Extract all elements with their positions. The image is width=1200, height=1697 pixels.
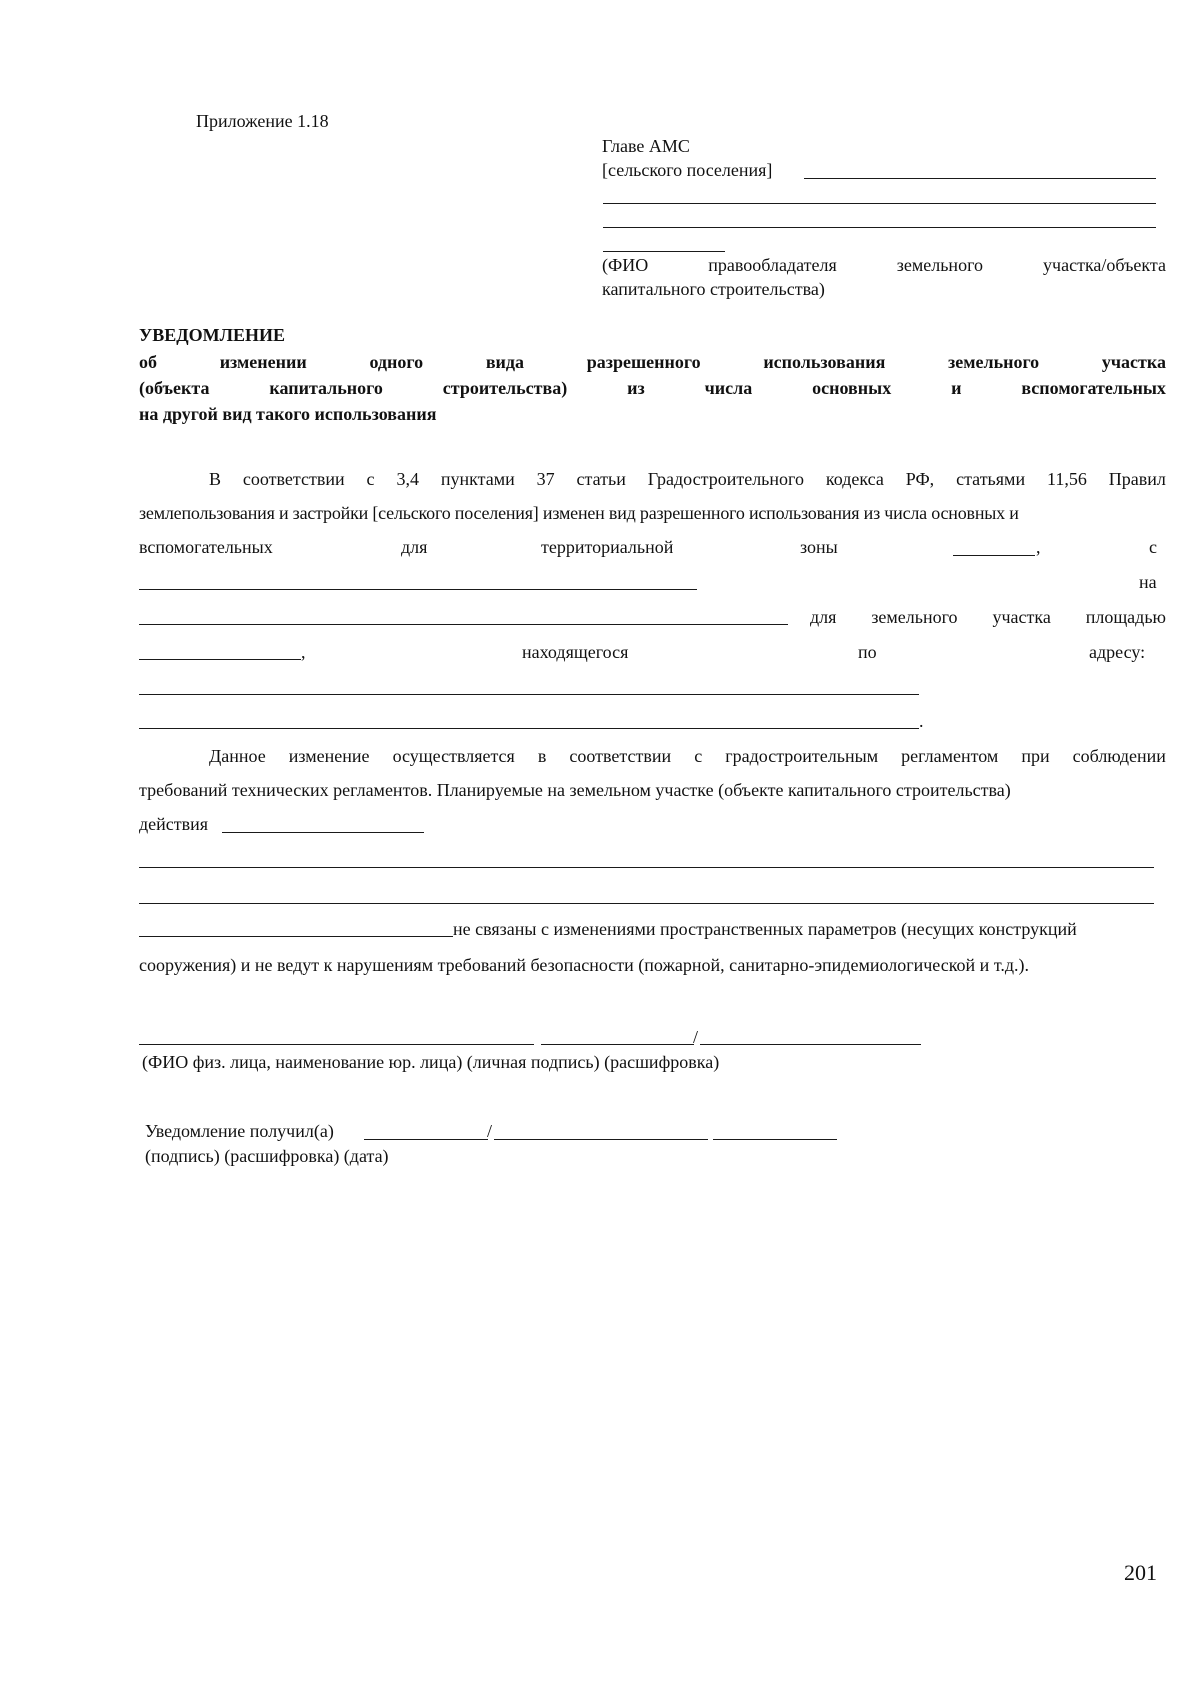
p2-line-1: Данное изменение осуществляется в соответствии с градостроительным регламентом при соблюдении xyxy=(209,746,1166,766)
p1-end-period: . xyxy=(919,711,924,731)
actions-blank-line-2 xyxy=(139,867,1154,868)
p3-line-2: сооружения) и не ведут к нарушениям требований безопасности (пожарной, санитарно-эпидемиологической и т.д.). xyxy=(139,955,1029,975)
receipt-date-blank-line xyxy=(713,1139,837,1140)
signature-caption: (ФИО физ. лица, наименование юр. лица) (личная подпись) (расшифровка) xyxy=(142,1052,720,1072)
appendix-label: Приложение 1.18 xyxy=(196,111,329,131)
notice-subtitle-line-3: на другой вид такого использования xyxy=(139,404,437,424)
p1-line-2: землепользования и застройки [сельского поселения] изменен вид разрешенного использования из числа основных и xyxy=(139,503,1019,523)
transcript-blank-line xyxy=(700,1044,921,1045)
receipt-label: Уведомление получил(а) xyxy=(145,1121,334,1141)
p1-zone-comma: , xyxy=(1036,537,1041,557)
p1-area-comma: , xyxy=(301,642,306,662)
settlement-blank-line xyxy=(804,178,1156,179)
receipt-caption: (подпись) (расшифровка) (дата) xyxy=(145,1146,389,1166)
p3-line-1: не связаны с изменениями пространственных параметров (несущих конструкций xyxy=(453,919,1077,939)
notice-subtitle-line-1: об изменении одного вида разрешенного использования земельного участка xyxy=(139,352,1166,372)
addressee-settlement: [сельского поселения] xyxy=(602,160,773,180)
zone-blank-line xyxy=(953,555,1035,556)
signer-name-blank-line xyxy=(139,1044,534,1045)
receipt-signature-blank-line xyxy=(364,1139,488,1140)
area-blank-line xyxy=(139,659,301,660)
p1-word-to: на xyxy=(1139,572,1157,592)
page-number: 201 xyxy=(1124,1560,1157,1585)
p1-word-auxiliary: вспомогательных xyxy=(139,537,273,557)
notice-title: УВЕДОМЛЕНИЕ xyxy=(139,325,286,345)
p2-line-2: требований технических регламентов. Планируемые на земельном участке (объекте капитального строительства) xyxy=(139,780,1011,800)
actions-blank-line xyxy=(222,832,424,833)
addressee-title: Главе АМС xyxy=(602,136,690,156)
from-use-blank-line xyxy=(139,589,697,590)
p2-line-3: действия xyxy=(139,814,209,834)
p1-word-at: по xyxy=(858,642,877,662)
signature-slash: / xyxy=(693,1027,699,1047)
fio-caption-line-2: капитального строительства) xyxy=(602,279,825,299)
address-blank-line-1 xyxy=(139,694,919,695)
p1-word-zone: зоны xyxy=(800,537,838,557)
p1-word-address: адресу: xyxy=(1089,642,1146,662)
receipt-transcript-blank-line xyxy=(494,1139,708,1140)
p1-line-1: В соответствии с 3,4 пунктами 37 статьи Градостроительного кодекса РФ, статьями 11,56 Правил xyxy=(209,469,1166,489)
signature-blank-line xyxy=(541,1044,694,1045)
p1-word-from: с xyxy=(1149,537,1157,557)
actions-blank-line-3 xyxy=(139,903,1154,904)
address-blank-line-2 xyxy=(139,728,919,729)
addressee-blank-line-2 xyxy=(603,227,1156,228)
p1-word-located: находящегося xyxy=(522,642,629,662)
p1-word-for: для xyxy=(401,537,428,557)
addressee-blank-line-3 xyxy=(603,251,725,252)
actions-blank-line-4 xyxy=(139,936,453,937)
p1-word-territorial: территориальной xyxy=(541,537,674,557)
to-use-blank-line xyxy=(139,624,788,625)
addressee-blank-line-1 xyxy=(603,203,1156,204)
notice-subtitle-line-2: (объекта капитального строительства) из числа основных и вспомогательных xyxy=(139,378,1166,398)
fio-caption-line-1: (ФИО правообладателя земельного участка/объекта xyxy=(602,255,1166,275)
receipt-slash: / xyxy=(487,1121,493,1141)
p1-line-5: для земельного участка площадью xyxy=(810,607,1166,627)
